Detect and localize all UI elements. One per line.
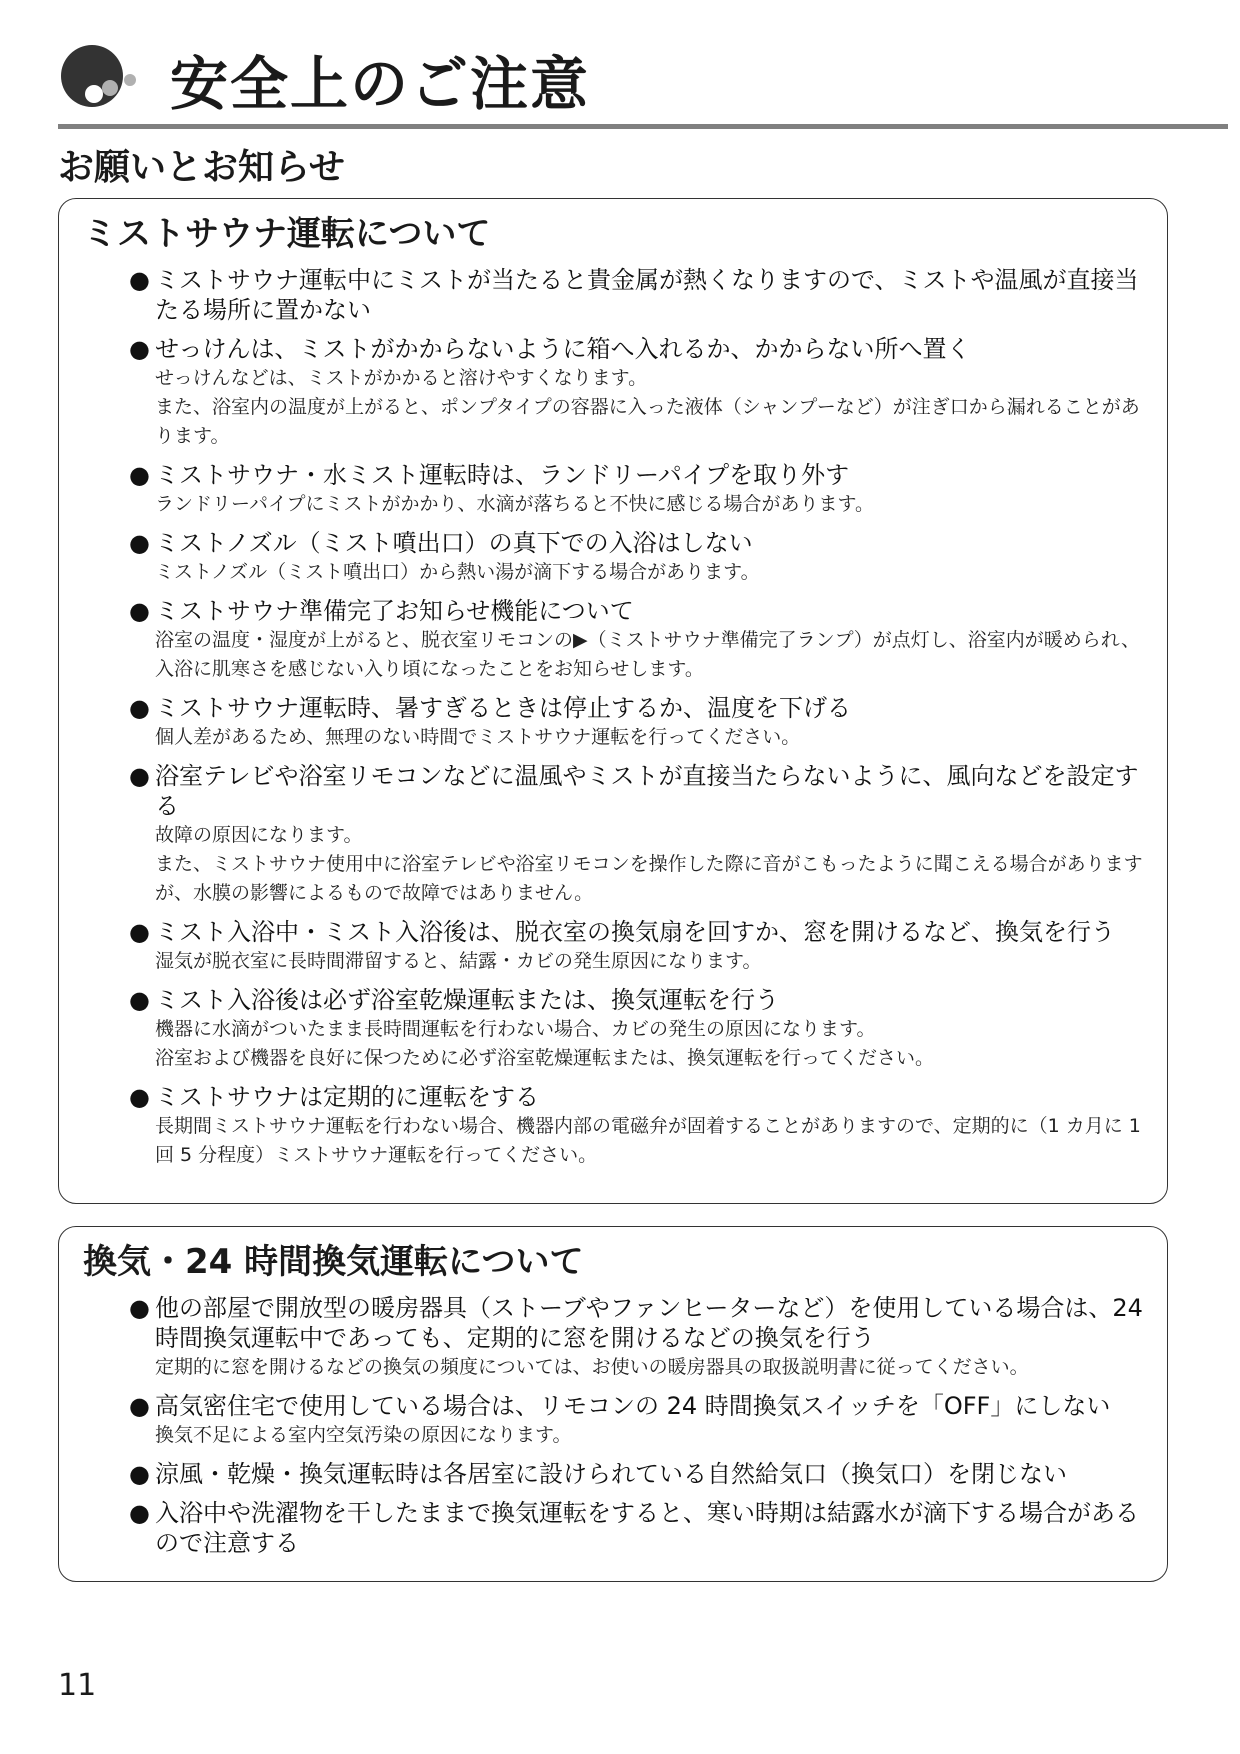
caution-detail: 浴室の温度・湿度が上がると、脱衣室リモコンの▶（ミストサウナ準備完了ランプ）が点灯し、浴室内が暖められ、入浴に肌寒さを感じない入り頃になったことをお知らせします。: [155, 629, 1140, 680]
bullet-icon: ●: [129, 986, 150, 1014]
bullet-icon: ●: [129, 529, 150, 557]
caution-heading-text: ミストサウナは定期的に運転をする: [155, 1083, 539, 1111]
caution-heading-text: ミストサウナ・水ミスト運転時は、ランドリーパイプを取り外す: [155, 461, 850, 489]
caution-heading-text: せっけんは、ミストがかからないように箱へ入れるか、かからない所へ置く: [155, 335, 971, 363]
caution-detail: 浴室および機器を良好に保つために必ず浴室乾燥運転または、換気運転を行ってください。: [155, 1047, 935, 1069]
caution-detail: ミストノズル（ミスト噴出口）から熱い湯が滴下する場合があります。: [155, 561, 760, 583]
bullet-icon: ●: [129, 597, 150, 625]
bullet-icon: ●: [129, 1294, 150, 1322]
caution-heading: [129, 1082, 1149, 1112]
caution-heading: [129, 693, 1149, 723]
caution-heading: [129, 265, 1149, 325]
caution-item: [129, 460, 1149, 519]
caution-item: [129, 528, 1149, 587]
bullet-icon: ●: [129, 762, 150, 790]
caution-detail: ランドリーパイプにミストがかかり、水滴が落ちると不快に感じる場合があります。: [155, 493, 874, 515]
caution-heading: [129, 1498, 1149, 1558]
caution-item: [129, 693, 1149, 752]
caution-detail: 個人差があるため、無理のない時間でミストサウナ運転を行ってください。: [155, 726, 801, 748]
card-title: ミストサウナ運転について: [83, 214, 491, 254]
caution-detail: 故障の原因になります。: [155, 824, 363, 846]
caution-heading: [129, 460, 1149, 490]
caution-detail: せっけんなどは、ミストがかかると溶けやすくなります。: [155, 367, 648, 389]
caution-detail: また、ミストサウナ使用中に浴室テレビや浴室リモコンを操作した際に音がこもったように聞こえる場合がありますが、水膜の影響によるもので故障ではありません。: [155, 853, 1143, 904]
caution-item: [129, 334, 1149, 451]
ventilation-card: [58, 1226, 1168, 1582]
caution-item: [129, 917, 1149, 976]
caution-detail: 換気不足による室内空気汚染の原因になります。: [155, 1424, 572, 1446]
bullet-icon: ●: [129, 266, 150, 294]
caution-heading-text: ミストサウナ準備完了お知らせ機能について: [155, 597, 634, 625]
caution-heading-text: 浴室テレビや浴室リモコンなどに温風やミストが直接当たらないように、風向などを設定する: [155, 762, 1139, 820]
bullet-icon: ●: [129, 1392, 150, 1420]
caution-heading: [129, 596, 1149, 626]
caution-heading-text: ミストノズル（ミスト噴出口）の真下での入浴はしない: [155, 529, 753, 557]
bullet-icon: ●: [129, 1499, 150, 1527]
caution-item: [129, 1391, 1149, 1450]
caution-heading: [129, 985, 1149, 1015]
title-rule: [58, 124, 1228, 129]
bullet-icon: ●: [129, 335, 150, 363]
caution-heading-text: 涼風・乾燥・換気運転時は各居室に設けられている自然給気口（換気口）を閉じない: [155, 1460, 1067, 1488]
card-title: 換気・24 時間換気運転について: [83, 1242, 584, 1282]
caution-heading-text: ミスト入浴後は必ず浴室乾燥運転または、換気運転を行う: [155, 986, 779, 1014]
page-number: 11: [58, 1668, 97, 1703]
caution-item: [129, 985, 1149, 1073]
caution-detail: 湿気が脱衣室に長時間滞留すると、結露・カビの発生原因になります。: [155, 950, 762, 972]
caution-heading-text: ミストサウナ運転時、暑すぎるときは停止するか、温度を下げる: [155, 694, 851, 722]
bullet-icon: ●: [129, 1083, 150, 1111]
caution-heading: [129, 917, 1149, 947]
caution-heading-text: ミスト入浴中・ミスト入浴後は、脱衣室の換気扇を回すか、窓を開けるなど、換気を行う: [155, 918, 1115, 946]
caution-detail: 定期的に窓を開けるなどの換気の頻度については、お使いの暖房器具の取扱説明書に従ってください。: [155, 1356, 1029, 1378]
caution-heading: [129, 1459, 1149, 1489]
caution-item: [129, 596, 1149, 684]
caution-heading-text: 他の部屋で開放型の暖房器具（ストーブやファンヒーターなど）を使用している場合は、24 時間換気運転中であっても、定期的に窓を開けるなどの換気を行う: [155, 1294, 1143, 1352]
caution-heading: [129, 334, 1149, 364]
bullet-icon: ●: [129, 461, 150, 489]
bullet-icon: ●: [129, 918, 150, 946]
caution-item: [129, 1082, 1149, 1170]
caution-item: [129, 761, 1149, 908]
page-title: 安全上のご注意: [170, 50, 591, 118]
caution-item: [129, 1498, 1149, 1558]
caution-heading-text: 高気密住宅で使用している場合は、リモコンの 24 時間換気スイッチを「OFF」にしない: [155, 1392, 1111, 1420]
caution-list: [129, 1293, 1149, 1567]
bullet-icon: ●: [129, 1460, 150, 1488]
page-header: [58, 42, 1228, 132]
caution-detail: 機器に水滴がついたまま長時間運転を行わない場合、カビの発生の原因になります。: [155, 1018, 876, 1040]
caution-heading: [129, 761, 1149, 821]
caution-heading: [129, 1293, 1149, 1353]
caution-list: [129, 265, 1149, 1179]
section-heading: お願いとお知らせ: [58, 147, 345, 188]
caution-item: [129, 1293, 1149, 1382]
caution-heading: [129, 1391, 1149, 1421]
caution-detail: また、浴室内の温度が上がると、ポンプタイプの容器に入った液体（シャンプーなど）が注ぎ口から漏れることがあります。: [155, 396, 1140, 447]
section-dots-icon: [58, 42, 158, 118]
caution-heading: [129, 528, 1149, 558]
bullet-icon: ●: [129, 694, 150, 722]
caution-item: [129, 265, 1149, 325]
caution-heading-text: ミストサウナ運転中にミストが当たると貴金属が熱くなりますので、ミストや温風が直接当たる場所に置かない: [155, 266, 1139, 324]
caution-heading-text: 入浴中や洗濯物を干したままで換気運転をすると、寒い時期は結露水が滴下する場合があるので注意する: [155, 1499, 1139, 1557]
mist-sauna-card: [58, 198, 1168, 1204]
caution-detail: 長期間ミストサウナ運転を行わない場合、機器内部の電磁弁が固着することがありますので、定期的に（1 カ月に 1 回 5 分程度）ミストサウナ運転を行ってください。: [155, 1115, 1141, 1166]
caution-item: [129, 1459, 1149, 1489]
